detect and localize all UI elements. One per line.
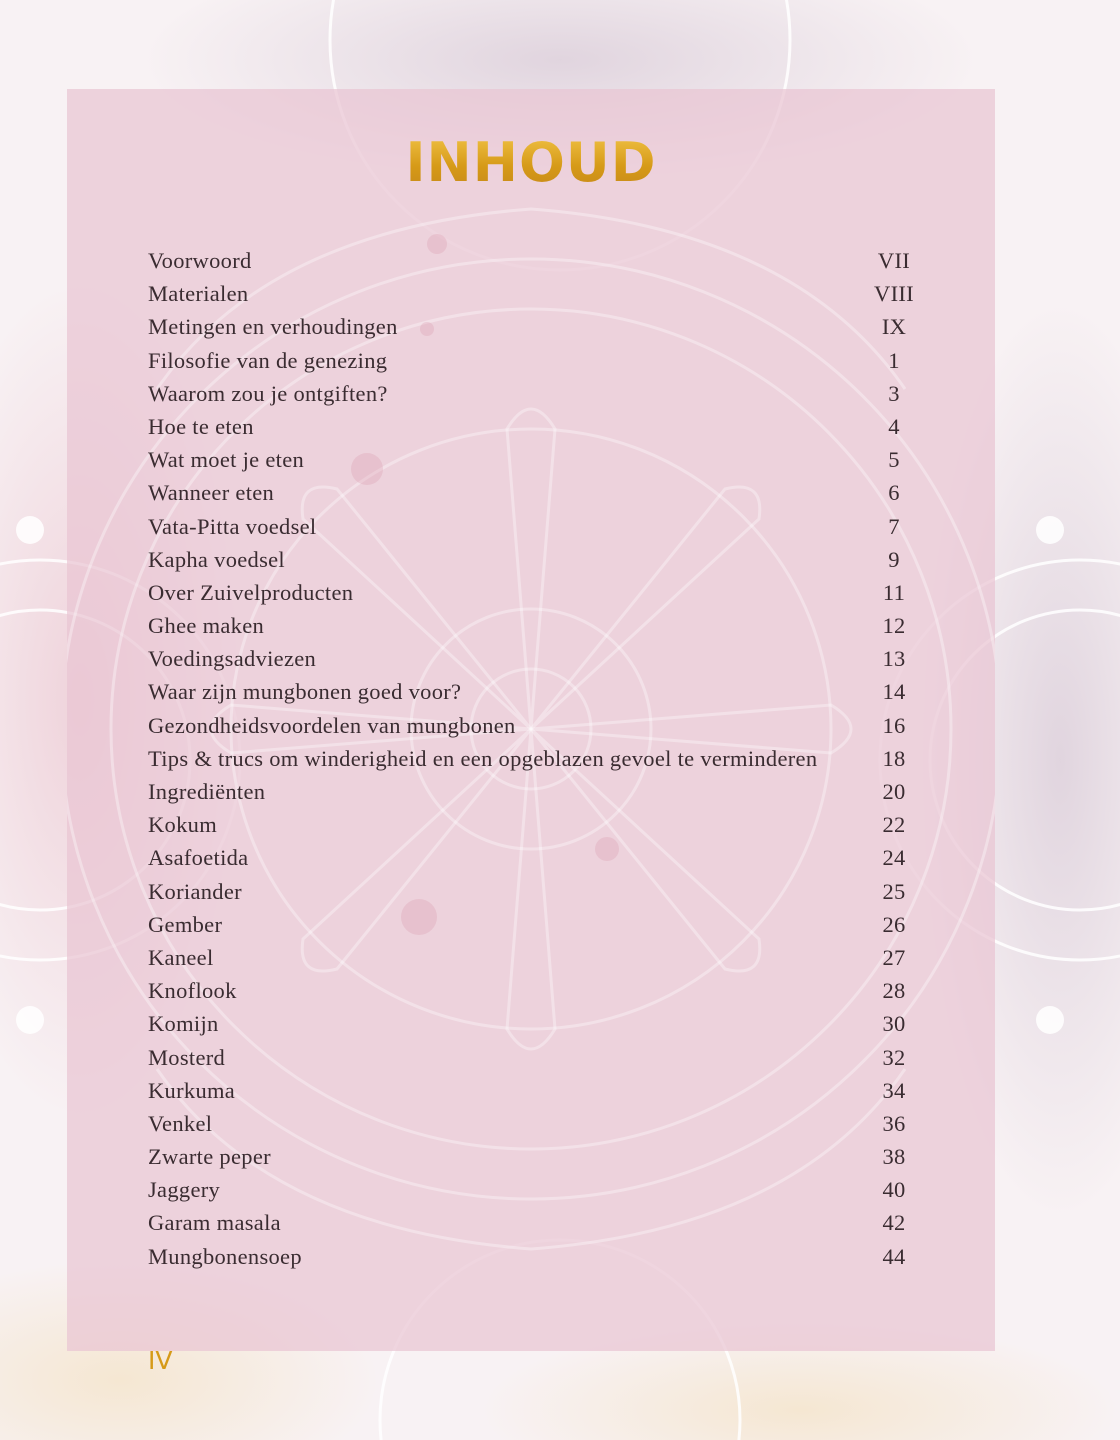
- toc-entry[interactable]: [148, 646, 914, 679]
- toc-entry-label: Over Zuivelproducten: [148, 579, 354, 605]
- page-number: IV: [148, 1346, 173, 1375]
- toc-entry[interactable]: [148, 912, 914, 945]
- toc-entry-page: 6: [888, 480, 900, 506]
- toc-entry-label: Metingen en verhoudingen: [148, 314, 398, 340]
- toc-entry[interactable]: [148, 580, 914, 613]
- toc-entry[interactable]: [148, 945, 914, 978]
- toc-entry-page: 5: [888, 447, 900, 473]
- toc-entry-page: 38: [882, 1144, 906, 1170]
- toc-entry-page: VIII: [874, 281, 914, 307]
- toc-entry[interactable]: [148, 381, 914, 414]
- toc-entry-label: Voorwoord: [148, 248, 252, 273]
- toc-entry-page: 14: [882, 679, 906, 705]
- toc-entry[interactable]: [148, 812, 914, 845]
- toc-entry-label: Jaggery: [148, 1177, 221, 1203]
- page-title: INHOUD: [0, 130, 1062, 196]
- toc-entry-page: 42: [882, 1210, 906, 1236]
- toc-entry-page: VII: [877, 248, 911, 273]
- toc-entry[interactable]: [148, 1144, 914, 1177]
- toc-entry[interactable]: [148, 1011, 914, 1044]
- toc-entry[interactable]: [148, 414, 914, 447]
- toc-entry-label: Ingrediënten: [148, 779, 266, 804]
- toc-entry[interactable]: [148, 713, 914, 746]
- toc-entry-page: 30: [882, 1011, 906, 1037]
- toc-entry-label: Wat moet je eten: [148, 447, 305, 473]
- toc-entry-page: 7: [888, 513, 900, 539]
- toc-entry[interactable]: [148, 879, 914, 912]
- toc-entry[interactable]: [148, 1045, 914, 1078]
- toc-entry-label: Komijn: [148, 1011, 219, 1037]
- toc-entry-label: Koriander: [148, 878, 242, 904]
- toc-entry-page: 26: [882, 911, 906, 937]
- toc-entry-page: 25: [882, 878, 906, 904]
- toc-entry-page: 36: [882, 1110, 906, 1136]
- toc-entry-label: Hoe te eten: [148, 413, 254, 439]
- toc-entry-page: 34: [882, 1077, 906, 1103]
- toc-entry-page: 40: [882, 1177, 906, 1203]
- toc-entry[interactable]: [148, 447, 914, 480]
- toc-entry-label: Gezondheidsvoordelen van mungbonen: [148, 712, 516, 738]
- toc-entry-page: 22: [882, 812, 906, 838]
- toc-entry-label: Materialen: [148, 281, 249, 307]
- toc-entry[interactable]: [148, 480, 914, 513]
- toc-entry[interactable]: [148, 779, 914, 812]
- toc-entry-label: Waarom zou je ontgiften?: [148, 380, 388, 406]
- toc-entry-label: Zwarte peper: [148, 1144, 271, 1170]
- toc-entry-label: Venkel: [148, 1110, 213, 1136]
- toc-entry-page: 18: [882, 745, 906, 771]
- toc-entry[interactable]: [148, 348, 914, 381]
- toc-entry[interactable]: [148, 281, 914, 314]
- toc-entry-page: 13: [882, 646, 906, 672]
- toc-entry-page: 4: [888, 413, 900, 439]
- toc-entry-label: Ghee maken: [148, 613, 265, 639]
- toc-entry-page: IX: [881, 314, 907, 340]
- toc-entry-page: 9: [888, 546, 900, 572]
- toc-entry-page: 1: [888, 347, 900, 373]
- toc-entry[interactable]: [148, 1078, 914, 1111]
- toc-entry-page: 24: [882, 845, 906, 871]
- toc-entry-label: Asafoetida: [148, 845, 249, 871]
- toc-entry[interactable]: [148, 1210, 914, 1243]
- toc-entry-label: Knoflook: [148, 978, 237, 1004]
- toc-entry[interactable]: [148, 845, 914, 878]
- toc-entry-page: 11: [882, 579, 906, 605]
- toc-entry-page: 28: [882, 978, 906, 1004]
- toc-entry-label: Tips & trucs om winderigheid en een opgeblazen gevoel te verminderen: [148, 745, 818, 771]
- toc-entry-label: Vata-Pitta voedsel: [148, 513, 317, 539]
- toc-entry[interactable]: [148, 514, 914, 547]
- toc-entry[interactable]: [148, 746, 914, 779]
- toc-entry-label: Wanneer eten: [148, 480, 275, 506]
- toc-entry-label: Mosterd: [148, 1044, 226, 1070]
- toc-entry-label: Mungbonensoep: [148, 1243, 302, 1269]
- toc-entry[interactable]: [148, 978, 914, 1011]
- toc-entry[interactable]: [148, 314, 914, 347]
- toc-entry-page: 12: [882, 613, 906, 639]
- toc-entry-label: Voedingsadviezen: [148, 646, 317, 672]
- toc-entry[interactable]: [148, 613, 914, 646]
- toc-entry[interactable]: [148, 1111, 914, 1144]
- toc-entry-page: 32: [882, 1044, 906, 1070]
- toc-entry-page: 27: [882, 944, 906, 970]
- toc-entry-page: 16: [882, 712, 906, 738]
- toc-entry-label: Kapha voedsel: [148, 546, 285, 572]
- toc-entry-label: Filosofie van de genezing: [148, 347, 388, 373]
- toc-entry[interactable]: [148, 547, 914, 580]
- toc-entry[interactable]: [148, 1177, 914, 1210]
- toc-entry-label: Kaneel: [148, 944, 214, 970]
- toc-entry-label: Kokum: [148, 812, 217, 838]
- toc-entry-label: Kurkuma: [148, 1077, 236, 1103]
- toc-entry-page: 20: [882, 779, 906, 804]
- table-of-contents: [148, 248, 914, 1277]
- toc-entry-label: Waar zijn mungbonen goed voor?: [148, 679, 462, 705]
- toc-entry[interactable]: [148, 1244, 914, 1277]
- toc-entry-page: 3: [888, 380, 900, 406]
- toc-entry[interactable]: [148, 248, 914, 281]
- toc-entry-label: Gember: [148, 911, 223, 937]
- toc-entry[interactable]: [148, 679, 914, 712]
- toc-entry-page: 44: [882, 1243, 906, 1269]
- toc-entry-label: Garam masala: [148, 1210, 281, 1236]
